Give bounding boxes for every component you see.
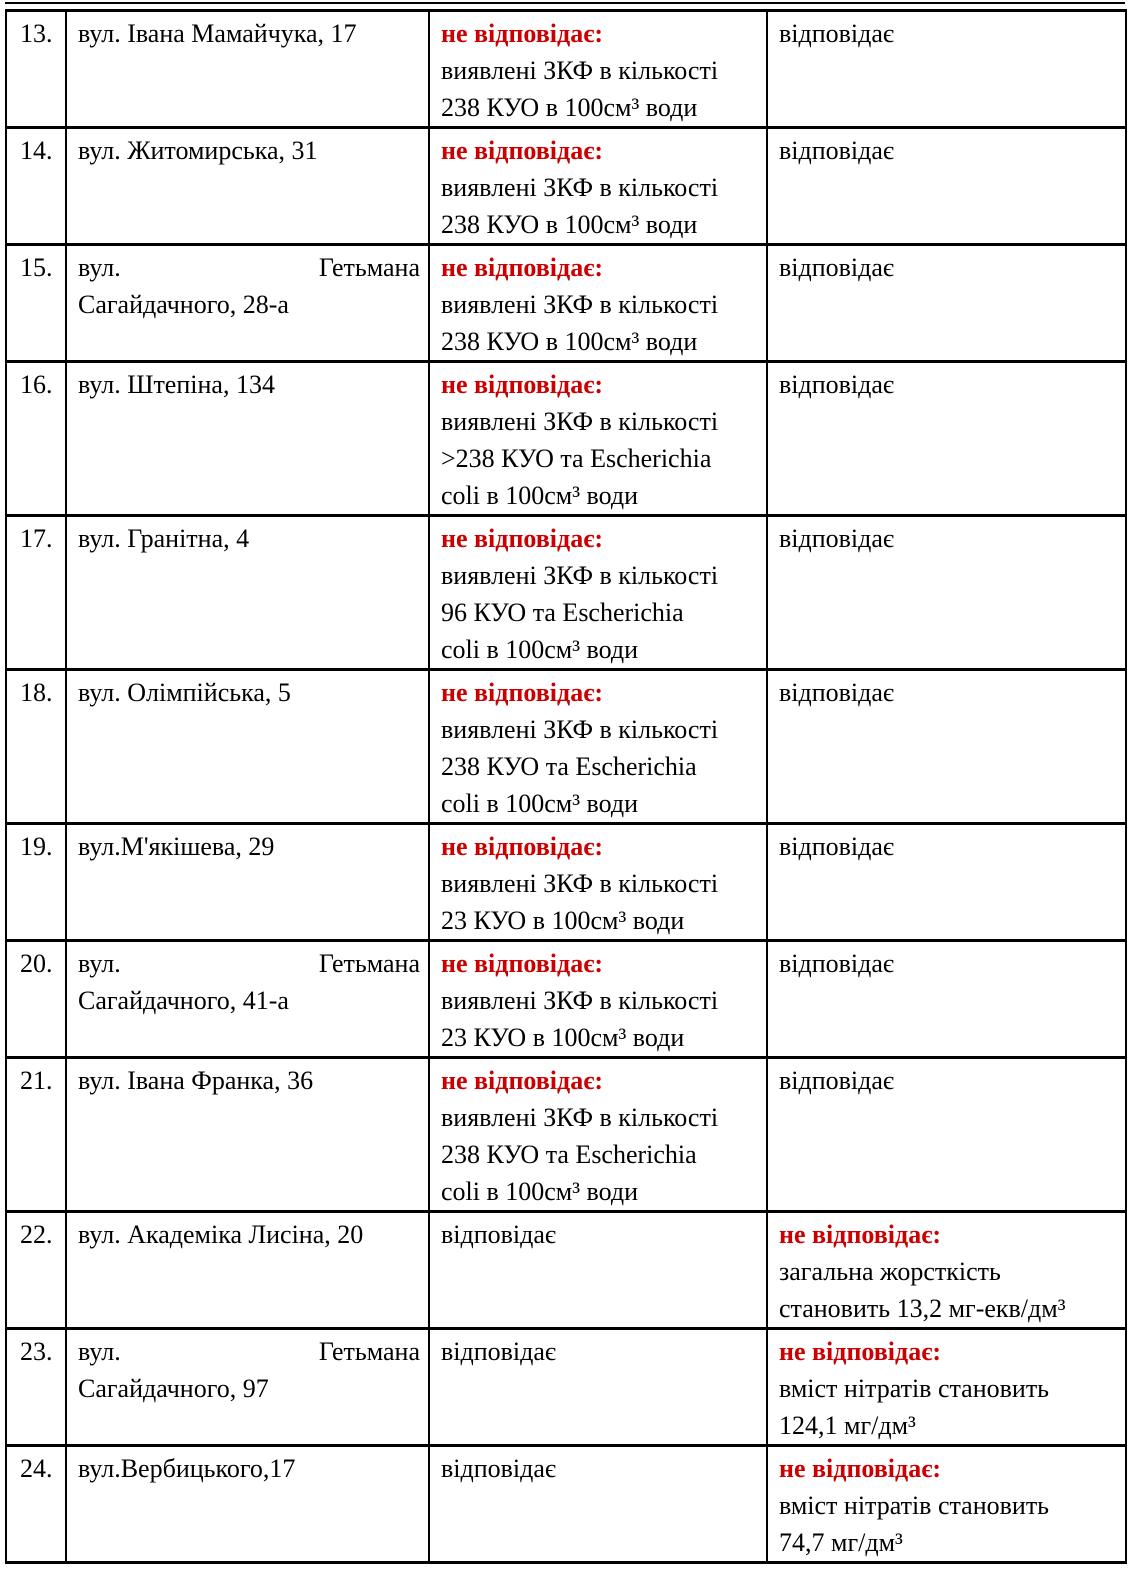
- compliant-label: відповідає: [779, 524, 895, 553]
- address-cell: [66, 11, 429, 128]
- row-number-cell: 15.: [6, 245, 66, 362]
- table-row: [6, 11, 1126, 128]
- sanitary-chemical-result-cell: [767, 245, 1126, 362]
- compliant-label: відповідає: [441, 1454, 557, 1483]
- water-quality-table: [5, 9, 1127, 1564]
- noncompliant-label: не відповідає:: [779, 1454, 942, 1483]
- violation-detail-line: виявлені ЗКФ в кількості: [441, 1103, 719, 1132]
- sanitary-chemical-result-cell: [767, 1446, 1126, 1563]
- address-cell: [66, 941, 429, 1058]
- table-row: [6, 1329, 1126, 1446]
- table-row: [6, 128, 1126, 245]
- compliant-label: відповідає: [441, 1220, 557, 1249]
- microbiology-result-cell: [429, 824, 767, 941]
- address-text: вул. Івана Мамайчука, 17: [78, 19, 357, 48]
- violation-detail-line: виявлені ЗКФ в кількості: [441, 986, 719, 1015]
- sanitary-chemical-result-cell: [767, 824, 1126, 941]
- address-cell: [66, 1329, 429, 1446]
- sanitary-chemical-result-cell: [767, 1058, 1126, 1212]
- violation-detail-line: coli в 100см³ води: [441, 481, 639, 510]
- address-line-justified: [78, 249, 420, 286]
- address-text: вул.: [78, 949, 121, 978]
- row-number-cell: 21.: [6, 1058, 66, 1212]
- compliant-label: відповідає: [779, 1066, 895, 1095]
- address-text: вул. Гранітна, 4: [78, 524, 250, 553]
- table-row: [6, 824, 1126, 941]
- row-number-cell: 17.: [6, 516, 66, 670]
- microbiology-result-cell: [429, 516, 767, 670]
- address-cell: [66, 516, 429, 670]
- noncompliant-label: не відповідає:: [441, 370, 604, 399]
- noncompliant-label: не відповідає:: [441, 19, 604, 48]
- address-text: вул.М'якішева, 29: [78, 832, 275, 861]
- address-text: Сагайдачного, 41-а: [78, 986, 289, 1015]
- violation-detail-line: виявлені ЗКФ в кількості: [441, 869, 719, 898]
- violation-detail-line: coli в 100см³ води: [441, 635, 639, 664]
- compliant-label: відповідає: [779, 136, 895, 165]
- violation-detail-line: 238 КУО та Escherichia: [441, 1140, 697, 1169]
- table-row: [6, 941, 1126, 1058]
- microbiology-result-cell: [429, 362, 767, 516]
- violation-detail-line: 23 КУО в 100см³ води: [441, 906, 685, 935]
- violation-detail-line: 238 КУО та Escherichia: [441, 752, 697, 781]
- table-continuation-edge: [5, 2, 1125, 4]
- sanitary-chemical-result-cell: [767, 128, 1126, 245]
- row-number-cell: 14.: [6, 128, 66, 245]
- sanitary-chemical-result-cell: [767, 670, 1126, 824]
- violation-detail-line: 124,1 мг/дм³: [779, 1411, 916, 1440]
- sanitary-chemical-result-cell: [767, 11, 1126, 128]
- address-text: вул. Академіка Лисіна, 20: [78, 1220, 364, 1249]
- compliant-label: відповідає: [779, 370, 895, 399]
- row-number-cell: 20.: [6, 941, 66, 1058]
- table-row: [6, 1058, 1126, 1212]
- noncompliant-label: не відповідає:: [441, 949, 604, 978]
- address-text: вул. Олімпійська, 5: [78, 678, 291, 707]
- violation-detail-line: 238 КУО в 100см³ води: [441, 210, 698, 239]
- sanitary-chemical-result-cell: [767, 1329, 1126, 1446]
- violation-detail-line: >238 КУО та Escherichia: [441, 444, 712, 473]
- violation-detail-line: coli в 100см³ води: [441, 789, 639, 818]
- row-number-cell: 23.: [6, 1329, 66, 1446]
- violation-detail-line: виявлені ЗКФ в кількості: [441, 290, 719, 319]
- address-text: Гетьмана: [318, 253, 420, 282]
- row-number-cell: 19.: [6, 824, 66, 941]
- address-text: вул. Житомирська, 31: [78, 136, 318, 165]
- noncompliant-label: не відповідає:: [441, 253, 604, 282]
- violation-detail-line: виявлені ЗКФ в кількості: [441, 173, 719, 202]
- address-cell: [66, 1446, 429, 1563]
- violation-detail-line: становить 13,2 мг-екв/дм³: [779, 1294, 1066, 1323]
- microbiology-result-cell: [429, 670, 767, 824]
- table-row: [6, 1212, 1126, 1329]
- violation-detail-line: вміст нітратів становить: [779, 1374, 1050, 1403]
- noncompliant-label: не відповідає:: [441, 1066, 604, 1095]
- microbiology-result-cell: [429, 1329, 767, 1446]
- sanitary-chemical-result-cell: [767, 362, 1126, 516]
- microbiology-result-cell: [429, 128, 767, 245]
- microbiology-result-cell: [429, 245, 767, 362]
- address-text: вул.: [78, 1337, 121, 1366]
- violation-detail-line: 74,7 мг/дм³: [779, 1528, 903, 1557]
- table-row: [6, 516, 1126, 670]
- violation-detail-line: coli в 100см³ води: [441, 1177, 639, 1206]
- compliant-label: відповідає: [779, 678, 895, 707]
- compliant-label: відповідає: [441, 1337, 557, 1366]
- address-cell: [66, 128, 429, 245]
- noncompliant-label: не відповідає:: [441, 136, 604, 165]
- address-text: вул.: [78, 253, 121, 282]
- sanitary-chemical-result-cell: [767, 516, 1126, 670]
- address-text: Гетьмана: [318, 1337, 420, 1366]
- table-body: [6, 11, 1126, 1563]
- microbiology-result-cell: [429, 11, 767, 128]
- row-number-cell: 16.: [6, 362, 66, 516]
- address-cell: [66, 245, 429, 362]
- table-row: [6, 245, 1126, 362]
- address-text: Сагайдачного, 28-а: [78, 290, 289, 319]
- address-line-justified: [78, 1333, 420, 1370]
- compliant-label: відповідає: [779, 832, 895, 861]
- row-number-cell: 13.: [6, 11, 66, 128]
- row-number-cell: 24.: [6, 1446, 66, 1563]
- noncompliant-label: не відповідає:: [779, 1337, 942, 1366]
- microbiology-result-cell: [429, 1212, 767, 1329]
- address-text: Сагайдачного, 97: [78, 1374, 269, 1403]
- address-cell: [66, 362, 429, 516]
- noncompliant-label: не відповідає:: [441, 524, 604, 553]
- compliant-label: відповідає: [779, 253, 895, 282]
- noncompliant-label: не відповідає:: [779, 1220, 942, 1249]
- microbiology-result-cell: [429, 1446, 767, 1563]
- address-cell: [66, 670, 429, 824]
- violation-detail-line: загальна жорсткість: [779, 1257, 1001, 1286]
- row-number-cell: 22.: [6, 1212, 66, 1329]
- address-text: вул.Вербицького,17: [78, 1454, 296, 1483]
- address-cell: [66, 824, 429, 941]
- violation-detail-line: виявлені ЗКФ в кількості: [441, 715, 719, 744]
- violation-detail-line: виявлені ЗКФ в кількості: [441, 407, 719, 436]
- microbiology-result-cell: [429, 1058, 767, 1212]
- violation-detail-line: вміст нітратів становить: [779, 1491, 1050, 1520]
- violation-detail-line: 238 КУО в 100см³ води: [441, 327, 698, 356]
- table-row: [6, 670, 1126, 824]
- violation-detail-line: виявлені ЗКФ в кількості: [441, 56, 719, 85]
- address-text: вул. Штепіна, 134: [78, 370, 275, 399]
- sanitary-chemical-result-cell: [767, 941, 1126, 1058]
- noncompliant-label: не відповідає:: [441, 832, 604, 861]
- address-line-justified: [78, 945, 420, 982]
- table-row: [6, 1446, 1126, 1563]
- violation-detail-line: 96 КУО та Escherichia: [441, 598, 684, 627]
- address-text: вул. Івана Франка, 36: [78, 1066, 314, 1095]
- compliant-label: відповідає: [779, 949, 895, 978]
- address-text: Гетьмана: [318, 949, 420, 978]
- row-number-cell: 18.: [6, 670, 66, 824]
- microbiology-result-cell: [429, 941, 767, 1058]
- sanitary-chemical-result-cell: [767, 1212, 1126, 1329]
- violation-detail-line: 238 КУО в 100см³ води: [441, 93, 698, 122]
- noncompliant-label: не відповідає:: [441, 678, 604, 707]
- address-cell: [66, 1212, 429, 1329]
- table-row: [6, 362, 1126, 516]
- compliant-label: відповідає: [779, 19, 895, 48]
- address-cell: [66, 1058, 429, 1212]
- violation-detail-line: 23 КУО в 100см³ води: [441, 1023, 685, 1052]
- violation-detail-line: виявлені ЗКФ в кількості: [441, 561, 719, 590]
